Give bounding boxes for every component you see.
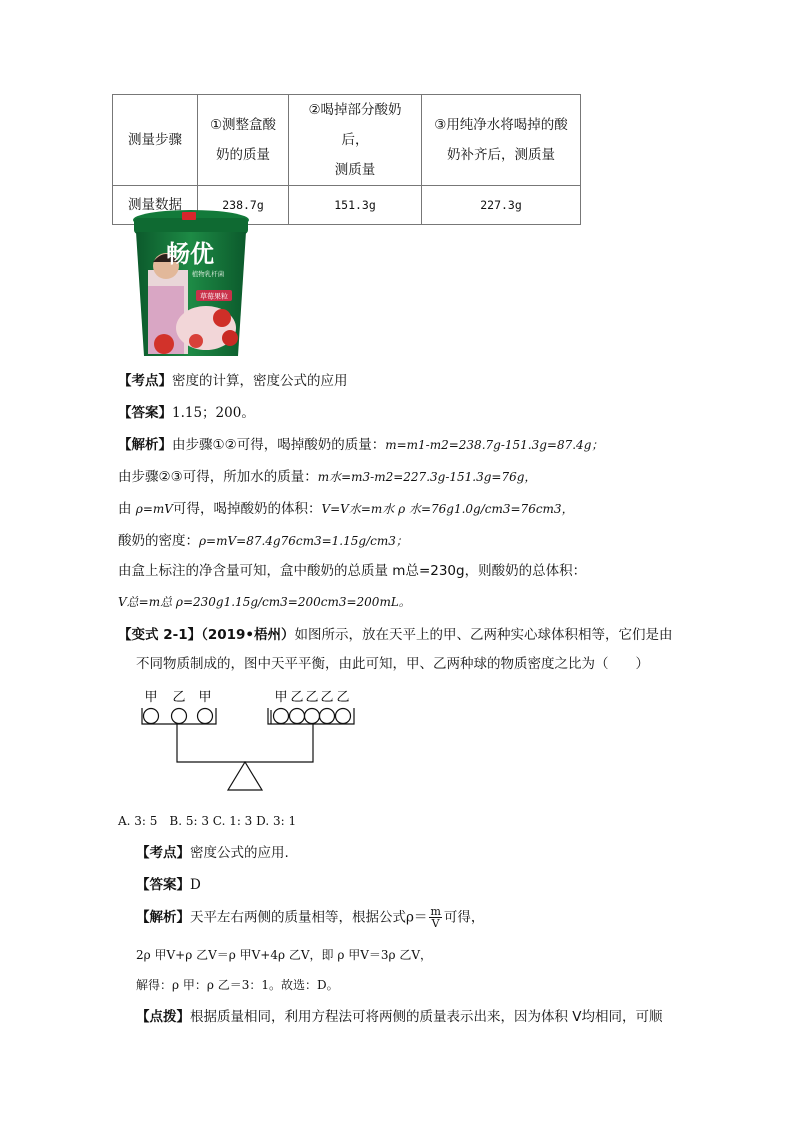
answer-line: 【答案】1.15；200。 [118,405,255,421]
left-pan [142,708,216,724]
balance-fulcrum [228,762,262,790]
table-header-steps: 测量步骤 [113,95,198,186]
product-brand: 畅优 [166,240,214,268]
table-cell: ③用纯净水将喝掉的酸 奶补齐后，测质量 [422,95,581,186]
ball-yi [320,709,335,724]
analysis-line-5: 由盒上标注的净含量可知，盒中酸奶的总质量 m总=230g，则酸奶的总体积： [118,563,587,579]
kaodian-line: 【考点】密度的计算，密度公式的应用 [118,373,348,389]
balance-beam [177,724,313,762]
table-cell: 227.3g [422,186,581,225]
ball-yi [290,709,305,724]
left-label: 甲 [144,690,158,705]
left-label: 甲 [198,690,212,705]
ball-jia [144,709,159,724]
table-row [113,95,581,186]
right-label: 甲 [274,690,288,705]
right-label: 乙 [336,690,350,705]
variant-question-line-1: 【变式 2-1】（2019•梧州）如图所示，放在天平上的甲、乙两种实心球体积相等，它们是由 [118,627,673,643]
analysis-line-1: 【解析】由步骤①②可得，喝掉酸奶的质量：m=m1-m2=238.7g-151.3g=87.4g； [118,437,604,453]
analysis-line-4: 酸奶的密度：ρ=mV=87.4g76cm3=1.15g/cm3； [118,533,408,549]
variant-answer-line: 【答案】D [136,877,201,893]
analysis-line-3: 由 ρ=mV可得，喝掉酸奶的体积：V=V水=m水 ρ 水=76g1.0g/cm3=76cm3， [118,501,574,517]
table-cell: 238.7g [198,186,289,225]
right-label: 乙 [290,690,304,705]
left-label: 乙 [172,690,186,705]
product-badge: 草莓果粒 [200,292,228,301]
dianbo-line: 【点拨】根据质量相同，利用方程法可将两侧的质量表示出来，因为体积 V均相同，可顺 [136,1009,663,1025]
options-line: A. 3: 5 B. 5: 3 C. 1: 3 D. 3: 1 [118,814,297,828]
analysis-line-6: V总=m总 ρ=230g1.15g/cm3=200cm3=200mL。 [118,595,411,609]
variant-question-line-2: 不同物质制成的，图中天平平衡，由此可知，甲、乙两种球的物质密度之比为（ ） [136,656,649,672]
ball-yi [305,709,320,724]
ball-yi [336,709,351,724]
fraction-m-over-v: $\frac{m}{V}$ [430,905,441,930]
right-label: 乙 [305,690,319,705]
variant-kaodian-line: 【考点】密度公式的应用. [136,845,289,861]
analysis-line-2: 由步骤②③可得，所加水的质量：m水=m3-m2=227.3g-151.3g=76g， [118,469,537,485]
table-cell: ②喝掉部分酸奶后， 测质量 [289,95,422,186]
ball-yi [172,709,187,724]
variant-analysis-line: 【解析】天平左右两侧的质量相等，根据公式ρ＝ $\frac{m}{V}$ 可得， [136,905,485,930]
ball-jia [274,709,289,724]
table-cell: ①测整盒酸 奶的质量 [198,95,289,186]
right-pan [268,708,354,724]
right-label: 乙 [320,690,334,705]
product-subtitle: 植物乳杆菌 [191,270,225,278]
balance-figure [140,686,370,824]
equation-line-2: 解得：ρ 甲：ρ 乙＝3：1。故选：D。 [136,978,339,992]
equation-line-1: 2ρ 甲V+ρ 乙V＝ρ 甲V+4ρ 乙V，即 ρ 甲V＝3ρ 乙V， [136,948,433,962]
table-header-data: 测量数据 [113,186,198,225]
table-cell: 151.3g [289,186,422,225]
ball-jia [198,709,213,724]
yogurt-cup-image [126,206,256,362]
